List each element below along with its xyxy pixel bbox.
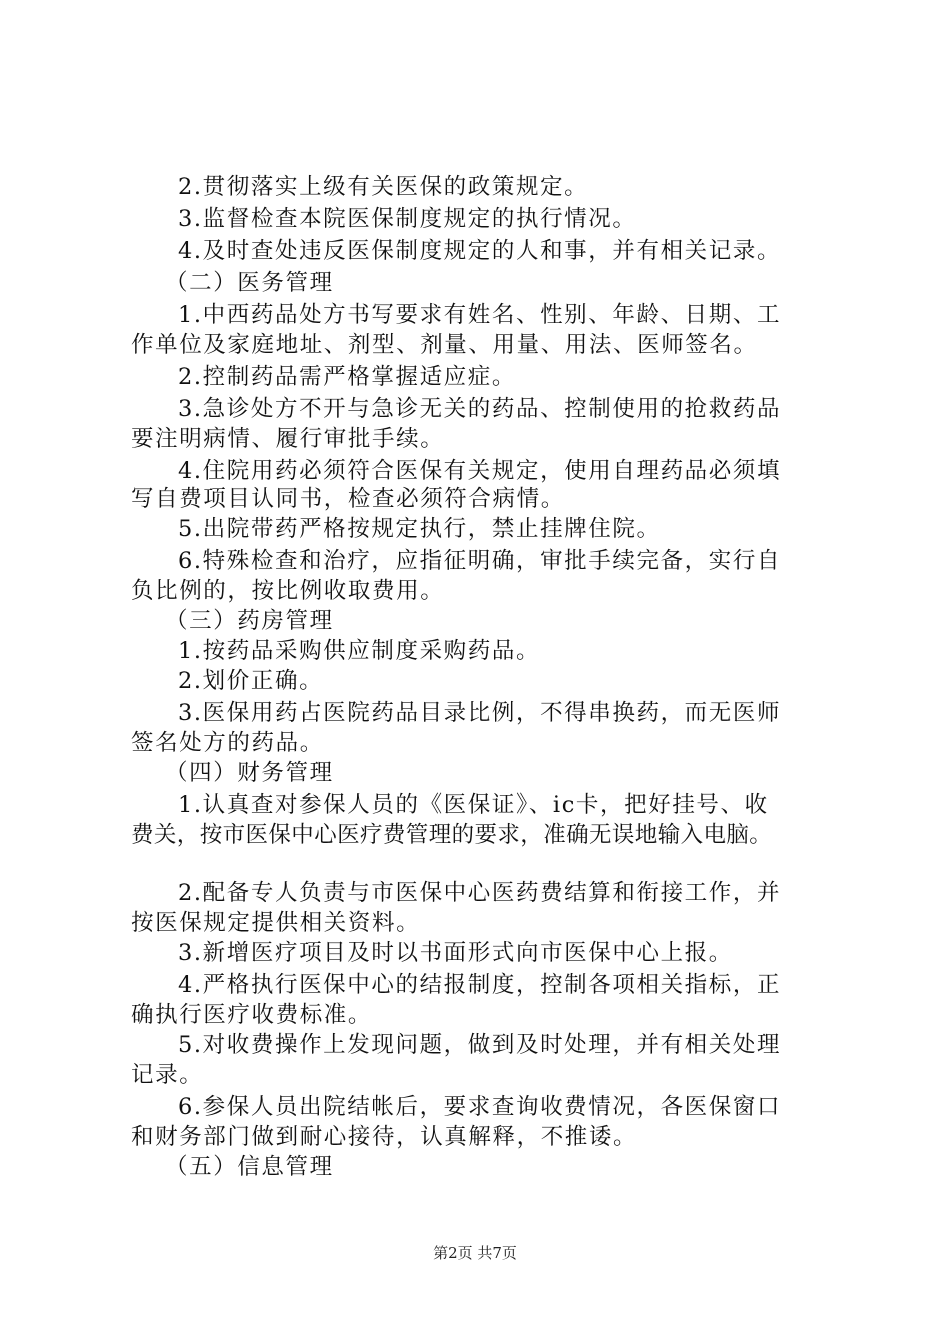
text-line: 签名处方的药品。 [131,730,324,756]
text-line: 4.严格执行医保中心的结报制度，控制各项相关指标，正 [178,972,782,998]
section-heading: （五）信息管理 [165,1154,334,1180]
text-line: 负比例的，按比例收取费用。 [131,578,445,604]
text-line: 1.中西药品处方书写要求有姓名、性别、年龄、日期、工 [178,302,782,328]
text-line: 记录。 [131,1062,204,1088]
text-line: 3.急诊处方不开与急诊无关的药品、控制使用的抢救药品 [178,396,782,422]
text-line: 4.及时查处违反医保制度规定的人和事，并有相关记录。 [178,238,782,264]
text-line: 3.监督检查本院医保制度规定的执行情况。 [178,206,637,232]
text-line: 费关，按市医保中心医疗费管理的要求，准确无误地输入电脑。 [131,822,773,848]
text-line: 2.划价正确。 [178,668,324,694]
text-line: 确执行医疗收费标准。 [131,1002,373,1028]
text-line: 5.对收费操作上发现问题，做到及时处理，并有相关处理 [178,1032,782,1058]
section-heading: （二）医务管理 [165,270,334,296]
text-line: 按医保规定提供相关资料。 [131,910,421,936]
section-heading: （三）药房管理 [165,608,334,634]
text-line: 3.医保用药占医院药品目录比例，不得串换药，而无医师 [178,700,782,726]
text-line: 2.控制药品需严格掌握适应症。 [178,364,516,390]
text-line: 3.新增医疗项目及时以书面形式向市医保中心上报。 [178,940,733,966]
text-line: 6.参保人员出院结帐后，要求查询收费情况，各医保窗口 [178,1094,782,1120]
text-line: 5.出院带药严格按规定执行，禁止挂牌住院。 [178,516,661,542]
text-line: 4.住院用药必须符合医保有关规定，使用自理药品必须填 [178,458,782,484]
text-line: 作单位及家庭地址、剂型、剂量、用量、用法、医师签名。 [131,332,758,358]
page-number: 第2页 共7页 [433,1244,517,1262]
text-line: 2.贯彻落实上级有关医保的政策规定。 [178,174,589,200]
text-line: 1.按药品采购供应制度采购药品。 [178,638,541,664]
text-line: 2.配备专人负责与市医保中心医药费结算和衔接工作，并 [178,880,782,906]
text-line: 1.认真查对参保人员的《医保证》、ic卡，把好挂号、收 [178,792,769,818]
text-line: 写自费项目认同书，检查必须符合病情。 [131,486,565,512]
text-line: 6.特殊检查和治疗，应指征明确，审批手续完备，实行自 [178,548,782,574]
text-line: 要注明病情、履行审批手续。 [131,426,445,452]
text-line: 和财务部门做到耐心接待，认真解释，不推诿。 [131,1124,638,1150]
section-heading: （四）财务管理 [165,760,334,786]
